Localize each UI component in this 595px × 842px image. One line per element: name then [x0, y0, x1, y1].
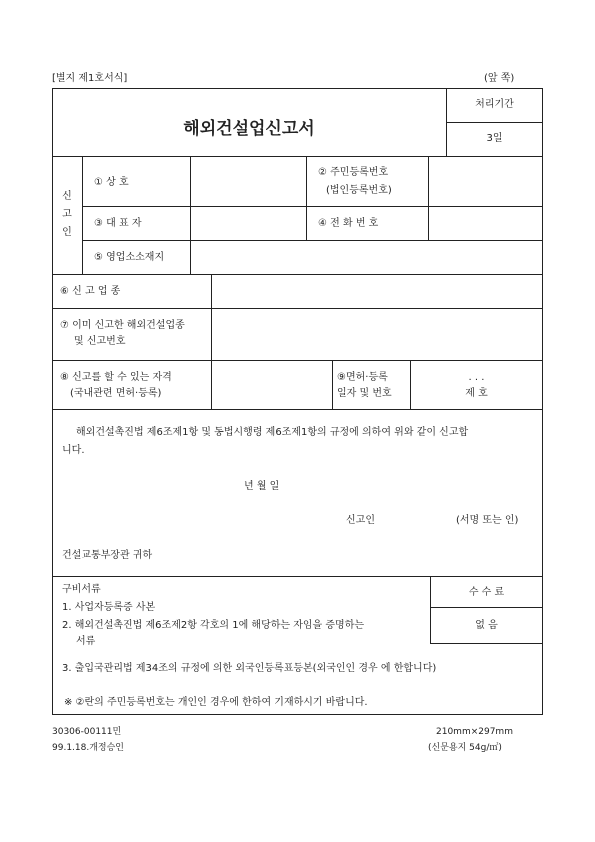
trade-name-field[interactable]	[191, 157, 305, 205]
license-number-field[interactable]: 제 호	[465, 388, 488, 399]
resident-number-field[interactable]	[429, 157, 542, 205]
form-code: 30306-00111민	[52, 727, 122, 737]
resident-number-note: ※ ②란의 주민등록번호는 개인인 경우에 한하여 기재하시기 바랍니다.	[64, 697, 368, 708]
document-item-2-line2: 서류	[76, 636, 96, 647]
trade-name-label: ① 상 호	[94, 177, 129, 188]
document-item-3: 3. 출입국관리법 제34조의 규정에 의한 외국인등록표등본(외국인인 경우 에 한합니다)	[62, 663, 437, 674]
form-number: [별지 제1호서식]	[52, 73, 128, 84]
paper-type: (신문용지 54g/㎡)	[428, 743, 502, 753]
business-type-field[interactable]	[212, 275, 542, 307]
paper-size: 210mm×297mm	[436, 727, 513, 737]
addressee: 건설교통부장관 귀하	[62, 550, 153, 561]
document-item-2: 2. 해외건설촉진법 제6조제2항 각호의 1에 해당하는 자임을 증명하는	[62, 620, 365, 631]
qualification-field[interactable]	[212, 361, 331, 408]
corporate-number-label: (법인등록번호)	[326, 185, 392, 196]
prior-registration-label-line2: 및 신고번호	[74, 336, 126, 347]
document-item-1: 1. 사업자등록증 사본	[62, 602, 156, 613]
declaration-date[interactable]: 년 월 일	[244, 481, 280, 492]
processing-period-value: 3일	[486, 133, 503, 144]
processing-period-label: 처리기간	[475, 99, 514, 110]
phone-field[interactable]	[429, 207, 542, 239]
qualification-label-line2: (국내관련 면허·등록)	[70, 388, 162, 399]
office-address-label: ⑤ 영업소소재지	[94, 252, 165, 263]
reporter-signature-label: 신고인	[346, 515, 375, 526]
office-address-field[interactable]	[191, 241, 542, 273]
prior-registration-field[interactable]	[212, 309, 542, 359]
business-type-label: ⑥ 신 고 업 종	[60, 286, 121, 297]
license-date-label-line2: 일자 및 번호	[337, 388, 392, 399]
representative-field[interactable]	[191, 207, 305, 239]
reporter-group-label: 신 고 인	[62, 191, 72, 238]
documents-heading: 구비서류	[62, 584, 101, 595]
license-date-label: ⑨면허·등록	[337, 372, 388, 383]
page-side-label: (앞 쪽)	[484, 73, 515, 84]
prior-registration-label: ⑦ 이미 신고한 해외건설업종	[60, 320, 185, 331]
resident-number-label: ② 주민등록번호	[318, 167, 389, 178]
fee-label: 수 수 료	[468, 587, 505, 598]
qualification-label: ⑧ 신고를 할 수 있는 자격	[60, 372, 172, 383]
phone-label: ④ 전 화 번 호	[318, 218, 379, 229]
representative-label: ③ 대 표 자	[94, 218, 142, 229]
approval-date: 99.1.18.개정승인	[52, 743, 124, 753]
license-date-field[interactable]: . . .	[468, 372, 485, 383]
signature-field[interactable]: (서명 또는 인)	[456, 515, 519, 526]
declaration-text-line2: 니다.	[62, 445, 85, 456]
declaration-text: 해외건설촉진법 제6조제1항 및 동법시행령 제6조제1항의 규정에 의하여 위와 같이 신고합	[76, 427, 469, 438]
fee-value: 없 음	[475, 620, 498, 631]
form-title: 해외건설업신고서	[183, 119, 315, 139]
